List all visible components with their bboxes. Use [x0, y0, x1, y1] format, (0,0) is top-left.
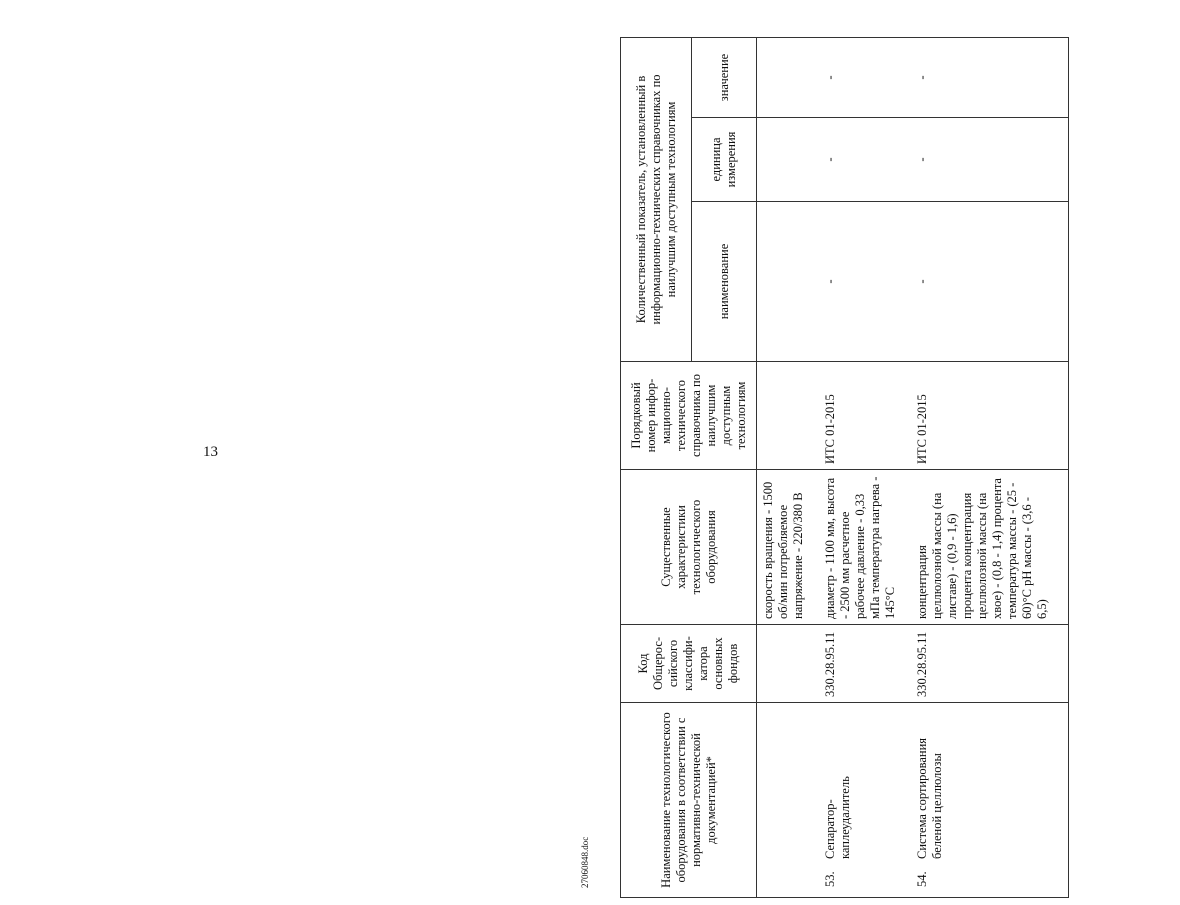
- row-number: 54.: [915, 871, 929, 887]
- its-number: ИТС 01-2015: [809, 362, 901, 470]
- document-file-id: 27060848.doc: [580, 836, 590, 888]
- header-sub-unit: единица измерения: [692, 118, 757, 202]
- equipment-name: Сепаратор-каплеудалитель: [823, 776, 852, 859]
- table-row: [809, 37, 901, 897]
- header-equipment-name: Наименование технологического оборудования в соответствии с нормативно-технической документацией*: [621, 703, 757, 898]
- characteristics: диаметр - 1100 мм, высота - 2500 мм расчетное рабочее давление - 0,33 мПа температура нагрева - 145°С: [809, 470, 901, 625]
- quantity-unit: -: [901, 118, 1069, 202]
- okof-code: 330.28.95.11: [901, 625, 1069, 703]
- quantity-unit: -: [809, 118, 901, 202]
- equipment-name: Система сортирования беленой целлюлозы: [915, 737, 944, 859]
- table-row: [757, 37, 810, 897]
- its-number: ИТС 01-2015: [901, 362, 1069, 470]
- header-sub-value: значение: [692, 37, 757, 117]
- header-quantitative-group: Количественный показатель, установленный в информационно-технических справочниках по наилучшим доступным технологиям: [621, 37, 692, 361]
- table-row: [901, 37, 1069, 897]
- header-okof-code: Код Общерос-сийского классифи-катора основных фондов: [621, 625, 757, 703]
- header-characteristics: Существенные характеристики технологического оборудования: [621, 470, 757, 625]
- header-its-number: Порядковый номер инфор-мационно-технического справочника по наилучшим доступным технологиям: [621, 362, 757, 470]
- header-sub-name: наименование: [692, 202, 757, 362]
- quantity-unit: [757, 118, 810, 202]
- rotated-table-stage: [620, 38, 1180, 898]
- quantity-value: [757, 37, 810, 117]
- quantity-name: -: [901, 202, 1069, 362]
- quantity-name: -: [809, 202, 901, 362]
- characteristics: концентрация целлюлозной массы (на листаве) - (0,9 - 1,6) процента концентрация целлюлозной массы (на хвое) - (0,8 - 1,4) процента температура массы - (25 - 60)°С pH массы - (3,6 - 6,5): [901, 470, 1069, 625]
- quantity-name: [757, 202, 810, 362]
- quantity-value: -: [809, 37, 901, 117]
- row-number: 53.: [823, 871, 837, 887]
- okof-code: 330.28.95.11: [809, 625, 901, 703]
- its-number: [757, 362, 810, 470]
- characteristics: скорость вращения - 1500 об/мин потребляемое напряжение - 220/380 В: [757, 470, 810, 625]
- page-number: 13: [203, 444, 218, 460]
- okof-code: [757, 625, 810, 703]
- quantity-value: -: [901, 37, 1069, 117]
- equipment-table: [620, 37, 1069, 898]
